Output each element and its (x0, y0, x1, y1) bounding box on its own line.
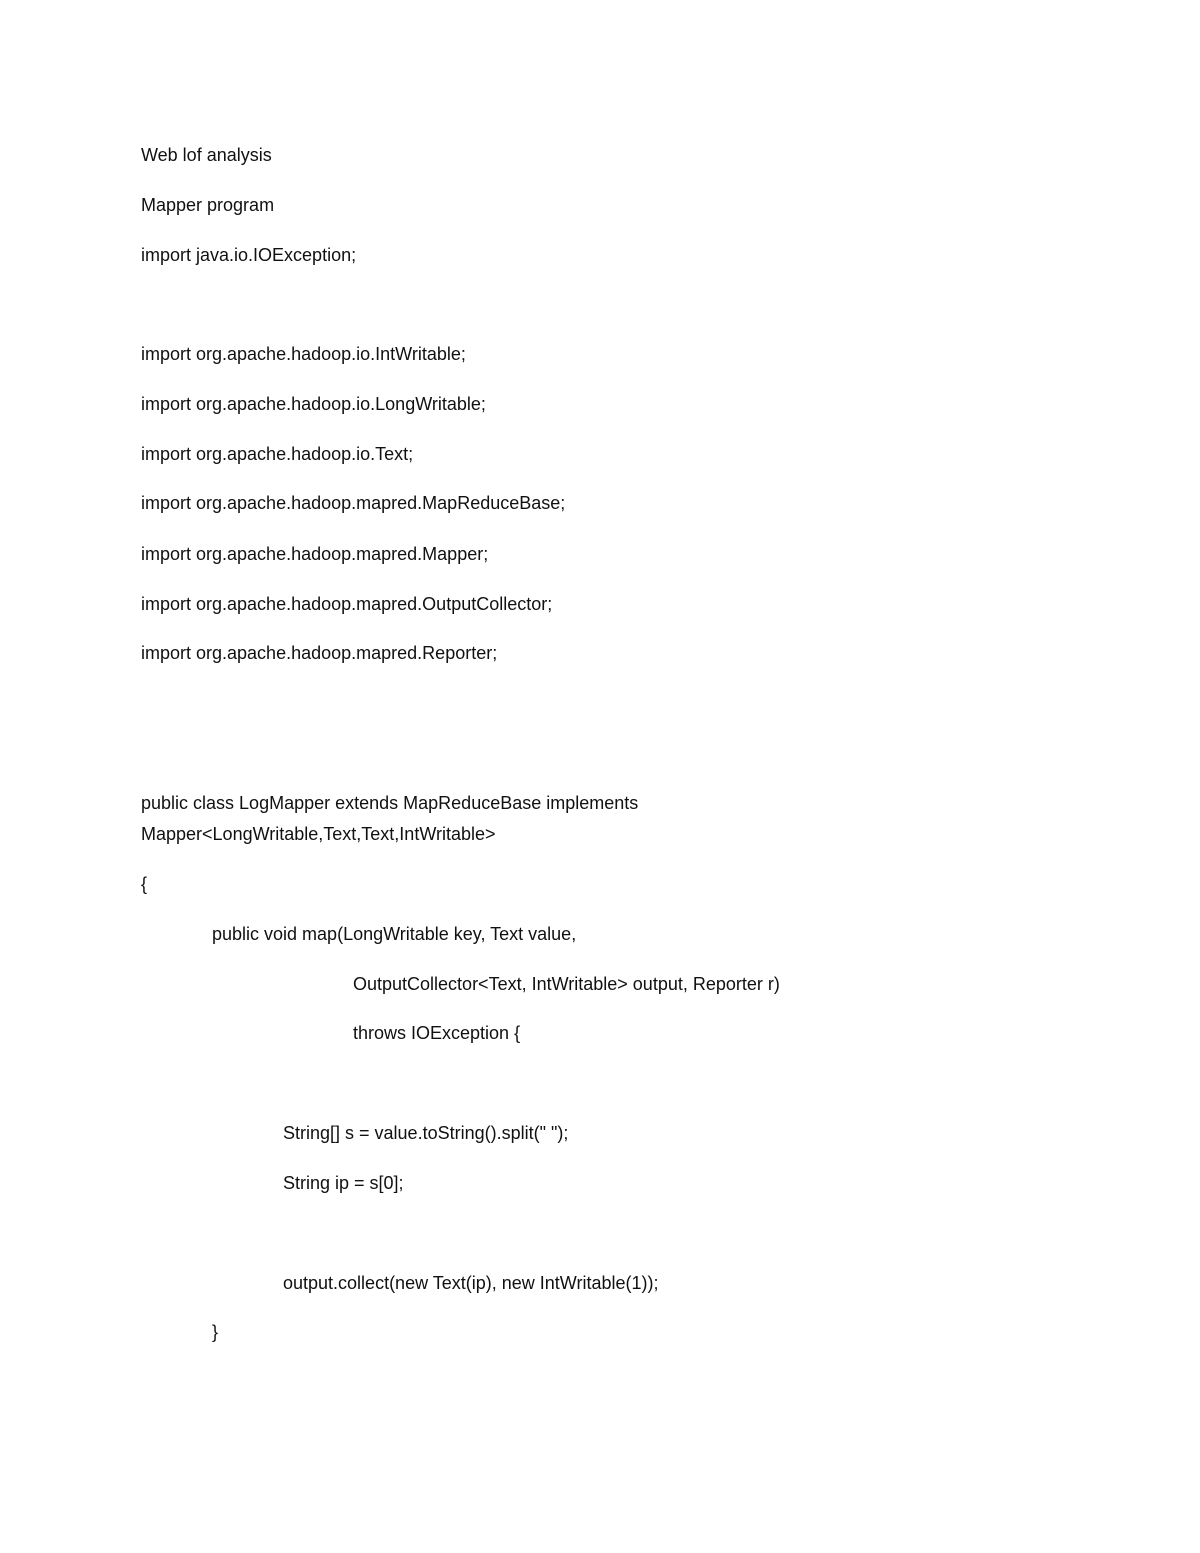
code-line: import org.apache.hadoop.mapred.OutputCollector; (141, 594, 553, 614)
code-line: throws IOException { (353, 1023, 521, 1043)
code-line: output.collect(new Text(ip), new IntWritable(1)); (283, 1273, 659, 1293)
code-line: String ip = s[0]; (283, 1173, 404, 1193)
code-line: public void map(LongWritable key, Text value, (212, 924, 577, 944)
code-line: Mapper<LongWritable,Text,Text,IntWritable> (141, 824, 496, 844)
code-line: OutputCollector<Text, IntWritable> output, Reporter r) (353, 974, 780, 994)
code-line: import org.apache.hadoop.io.IntWritable; (141, 344, 466, 364)
code-line: import org.apache.hadoop.mapred.Reporter; (141, 643, 498, 663)
code-line: public class LogMapper extends MapReduceBase implements (141, 793, 639, 813)
code-line: import org.apache.hadoop.io.LongWritable; (141, 394, 486, 414)
code-line: import org.apache.hadoop.io.Text; (141, 444, 414, 464)
code-line: import java.io.IOException; (141, 245, 357, 265)
code-line: String[] s = value.toString().split(" "); (283, 1123, 569, 1143)
code-line: { (141, 874, 148, 894)
code-line: } (212, 1322, 219, 1342)
document-subtitle: Mapper program (141, 195, 275, 215)
code-line: import org.apache.hadoop.mapred.Mapper; (141, 544, 489, 564)
document-title: Web lof analysis (141, 145, 272, 165)
code-line: import org.apache.hadoop.mapred.MapReduceBase; (141, 493, 566, 513)
